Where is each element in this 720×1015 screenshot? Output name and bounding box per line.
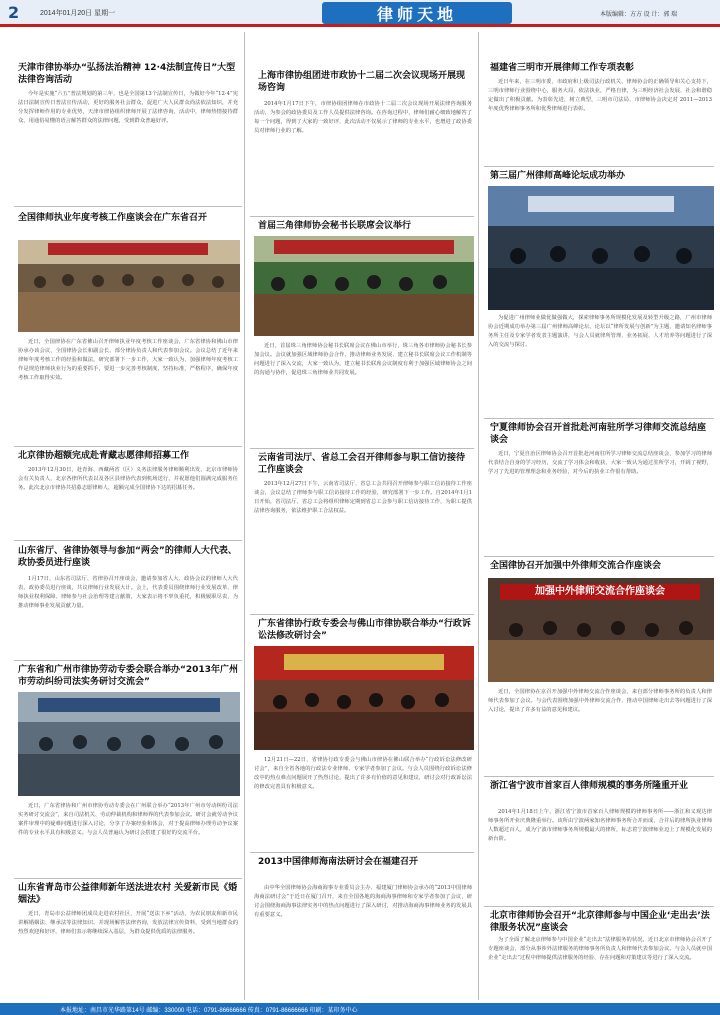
body-fujian: 近日年来，在三明市委、市政府和上级司法行政机关、律师协会的正确领导和关心支持下，三明市律师行业围绕中心，服务大局，依法执业，严格自律，为三明经济社会发展、社会和谐稳定做出了积极贡献。为表彰先进，树立典型，三明市司法局、市律师协会决定对 2011—2013年度优秀律师事务所和优秀律师进行表彰。	[488, 79, 712, 112]
photo-pearl-delta-meeting	[254, 236, 474, 336]
body-national-meeting: 近日，全国律协在京召开加强中外律师交流合作座谈会，来自部分律师事务所的负责人和律师代表参加了会议。与会代表围绕加强中外律师交流合作、推动中国律师走出去等问题进行了深入讨论，提出了许多有益的意见和建议。	[488, 689, 712, 713]
article-divider	[14, 660, 242, 661]
headline-annual-award: 全国律师执业年度考核工作座谈会在广东省召开	[18, 213, 208, 223]
headline-qingdao: 山东省青岛市公益律师新年送法进农村 关爱新市民《婚姻法》	[18, 883, 238, 905]
photo-labor-seminar	[18, 692, 240, 796]
article-divider	[250, 852, 474, 853]
headline-yunnan: 云南省司法厅、省总工会召开律师参与职工信访接待工作座谈会	[258, 453, 466, 475]
body-shandong: 1月17日，山东省司法厅、省律协召开座谈会，邀请参加省人大、政协会议的律师人大代表、政协委员进行座谈，共议律师行业发展大计。会上，代表委员围绕律师行业发展改革、律师执业权利保障、律师参与社会治理等建言献策，大家表示将不辜负重托，积极履职尽责，为推动律师事业发展贡献力量。	[18, 576, 238, 609]
article-divider	[14, 206, 242, 207]
article-divider	[484, 556, 714, 557]
body-guangdong-foshan: 12月21日—22日，省律协行政专委会与佛山市律协在佛山联合举办“行政诉讼法修改研讨会”，来自全省各地的行政法专业律师、专家学者参加了会议。与会人员围绕行政诉讼法修改中的热点难点问题展开了热烈讨论，提出了许多有价值的意见和建议，研讨会对行政诉讼法的修改完善具有积极意义。	[254, 757, 472, 790]
body-qingdao: 近日，青岛市公益律师团成员走进农村社区，开展“送法下乡”活动，为农民朋友和新市民讲解婚姻法、继承法等法律知识，并现场解答法律咨询，发放法律宣传资料，受到当地群众的热烈欢迎和好评，律师们表示将继续深入基层，为群众提供优质的法律服务。	[18, 911, 238, 935]
body-beijing-go-out: 为了全面了解北京律师参与中国企业“走出去”法律服务的状况，近日北京市律师协会召开了专题座谈会，部分从事涉外法律服务的律师事务所负责人和律师代表参加会议。与会人员就中国企业“走出去”过程中律师提供法律服务的经验、存在问题和对策建议等进行了深入交流。	[488, 937, 712, 961]
headline-fujian: 福建省三明市开展律师工作专项表彰	[490, 63, 635, 73]
headline-national-meeting: 全国律协召开加强中外律师交流合作座谈会	[490, 561, 662, 571]
article-divider	[14, 878, 242, 879]
headline-zhejiang: 浙江省宁波市首家百人律师规模的事务所隆重开业	[490, 781, 689, 791]
headline-pearl-delta: 首届三角律师协会秘书长联席会议举行	[258, 221, 412, 231]
article-divider	[250, 448, 474, 449]
article-divider	[14, 540, 242, 541]
header-divider	[0, 24, 720, 27]
body-annual-award: 近日，全国律协在广东省佛山召开律师执业年度考核工作座谈会，广东省律协和佛山市律协承办该会议，全国律协会长和副会长、部分律协负责人和代表参加会议。会议总结了近年来律师年度考核工作的经验和做法，研究部署下一步工作，大家一致认为，加强律师年度考核工作是规范律师执业行为的重要抓手，要进一步完善考核制度，坚持标准，严格程序，确保年度考核工作取得实效。	[18, 339, 238, 381]
body-guangdong-labor: 近日，广东省律协和广州市律协劳动专委会在广州联合举办“2013年广州市劳动纠纷司法实务研讨交流会”，来自司法机关、劳动仲裁机构和律师界的代表参加会议。研讨会就劳动争议案件审理中的疑难问题进行深入讨论，分享了办案经验和体会，对于提高律师办理劳动争议案件的专业水平具有积极意义。与会人员普遍认为研讨会搭建了很好的交流平台。	[18, 803, 238, 836]
headline-ningxia: 宁夏律师协会召开首批赴河南驻所学习律师交流总结座谈会	[490, 423, 707, 445]
body-tianjin: 今年是实施“六五”普法规划的第三年，也是全国第13个法制宣传日，为做好今年“12·4”宪法日法制宣传日普法宣传活动，更好的服务社会群众，促进广大人民群众尚法依法知识，并充分发挥律师作用的专业优势，天津市律协组织律师开展了法律咨询，活动中，律师热情接待群众，用通俗易懂的语言解答群众的法律问题，受到群众普遍好评。	[18, 91, 238, 124]
body-pearl-delta: 近日，首届珠三角律师协会秘书长联席会议在佛山市举行，珠三角各市律师协会秘书长参加会议。会议就加强区域律师协会合作、推动律师业务发展、建立秘书长联席会议工作机制等问题进行了深入交流，大家一致认为，建立秘书长联席会议制度有利于加强区域律师协会之间的沟通与协作，促进珠三角律师业共同发展。	[254, 343, 472, 376]
article-divider	[484, 166, 714, 167]
headline-beijing-go-out: 北京市律师协会召开“北京律师参与中国企业‘走出去’法律服务状况”座谈会	[490, 911, 710, 933]
section-title: 律师天地	[376, 5, 457, 24]
body-yunnan: 2013年12月27日下午，云南省司法厅、省总工会共同召开律师参与职工信访接待工作座谈会，会议总结了律师参与职工信访接待工作的经验，研究部署下一步工作。自2014年1月1日开始，省司法厅、省总工会将组织律师定期到省总工会参与职工信访接待工作，为职工提供法律咨询服务，依法维护职工合法权益。	[254, 481, 472, 514]
article-divider	[250, 614, 474, 615]
headline-guangdong-labor: 广东省和广州市律协劳动专委会联合举办“2013年广州市劳动纠纷司法实务研讨交流会”	[18, 665, 238, 687]
headline-guangdong-foshan: 广东省律协行政专委会与佛山市律协联合举办“行政诉讼法修改研讨会”	[258, 619, 471, 641]
body-shanghai: 2014年1月17日下午，市律协组团律师在市政协十二届二次会议现场开展法律咨询服务活动，为参会的政协委员及工作人员提供法律咨询。在咨询过程中，律师们耐心细致地解答了每一个问题，得到了大家的一致好评，此次活动不仅展示了律师的专业水平，也增进了政协委员对律师行业的了解。	[254, 101, 472, 134]
headline-shanghai: 上海市律协组团进市政协十二届二次会议现场开展现场咨询	[258, 71, 466, 93]
page-number: 2	[8, 3, 20, 22]
body-zhejiang: 2014年1月18日上午，浙江省宁波市首家百人律师规模的律师事务所——浙江和义观达律师事务所开业庆典隆重举行。该所由宁波两家知名律师事务所合并而成，合并后的律所执业律师人数超过百人，成为宁波市律师事务所规模最大的律所，标志着宁波律师业迈上了规模化发展的新台阶。	[488, 809, 712, 842]
issue-date: 2014年01月20日 星期一	[40, 10, 116, 17]
headline-guangzhou-forum: 第三届广州律师高峰论坛成功举办	[490, 171, 626, 181]
headline-tianjin: 天津市律协举办“弘扬法治精神 12·4法制宣传日”大型法律咨询活动	[18, 63, 236, 85]
article-divider	[484, 776, 714, 777]
column-divider	[478, 32, 479, 1000]
body-guangzhou-forum: 为促进广州律师业做优做强做大，探索律师事务所规模化发展及转型升级之路，广州市律师协会近期成功举办第三届广州律师高峰论坛，论坛以“律所发展与创新”为主题，邀请知名律师事务所主任及专家学者发表主题演讲，与会人员就律所管理、业务拓展、人才培养等问题进行了深入的交流与探讨。	[488, 315, 712, 348]
editor-credits: 本版编辑：方方 设 计：郭 瑞	[600, 12, 678, 18]
article-divider	[14, 446, 242, 447]
photo-guangzhou-forum	[488, 186, 714, 310]
meeting-banner: 加强中外律师交流合作座谈会	[500, 584, 700, 600]
photo-foshan-seminar	[254, 646, 474, 750]
body-haikou: 由中华全国律师协会海商海事专业委员会主办、福建厦门律师协会承办的“2013中国律师海商法研讨会”于近日在厦门召开，来自全国各地的海商海事律师和专家学者参加了会议，研讨会围绕海商海事法律实务中的热点问题进行了深入研讨，对推动海商海事律师业务的发展具有重要意义。	[254, 885, 472, 918]
footer-text: 本报地址：南昌市光华路第14号 邮编：330000 电话：0791-86666666 传真：0791-86666666 印刷：某印务中心	[60, 1008, 358, 1014]
headline-haikou: 2013中国律师海南法研讨会在福建召开	[258, 857, 419, 867]
column-divider	[244, 32, 245, 1000]
headline-shandong: 山东省厅、省律协领导与参加“两会”的律师人大代表、政协委员进行座谈	[18, 546, 237, 568]
article-divider	[250, 216, 474, 217]
photo-award-meeting	[18, 240, 240, 332]
body-ningxia: 近日，宁夏自治区律师协会召开首批赴河南驻所学习律师交流总结座谈会，参加学习的律师代表结合自身的学习经历，交流了学习体会和收获，大家一致认为通过驻所学习，开阔了视野，学习了先进的管理理念和业务经验，对今后的执业工作很有帮助。	[488, 451, 712, 475]
article-divider	[484, 418, 714, 419]
body-beijing-party: 2013年12月30日，赴青海、西藏两省（区）义务法律服务律师顺利出发，北京市律师协会有关负责人，北京各律所代表以及各区县律协代表到机场送行，并祝愿他们圆满完成服务任务。此次北京市律协共招募志愿律师人，超额完成全国律协下达的招募任务。	[18, 467, 238, 491]
article-divider	[484, 906, 714, 907]
headline-beijing-party: 北京律协超额完成赴青藏志愿律师招募工作	[18, 451, 190, 461]
